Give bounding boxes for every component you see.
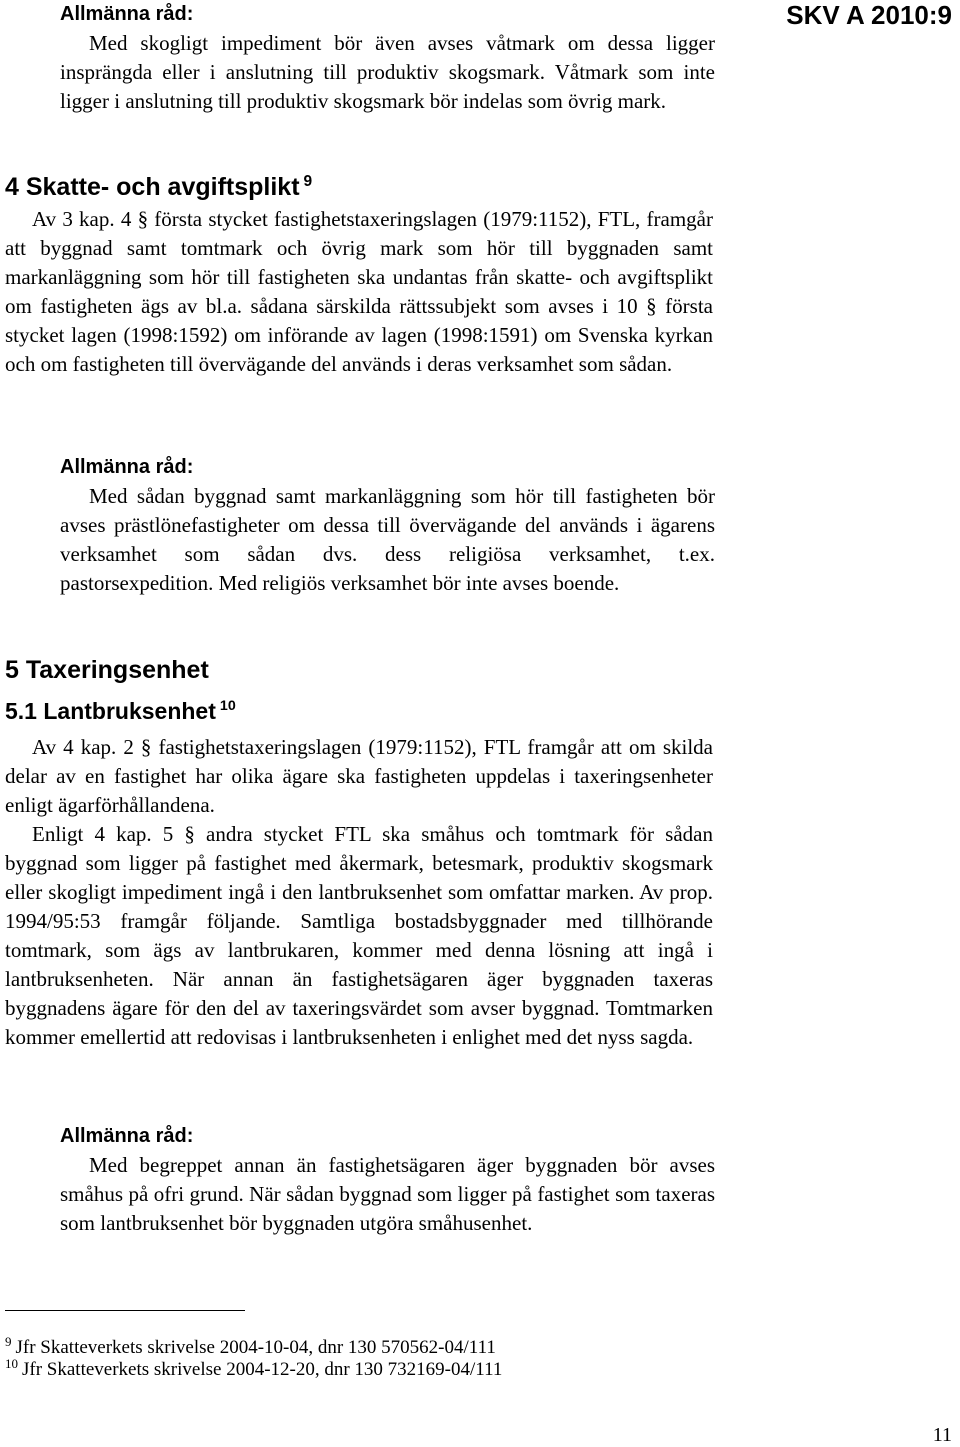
footnote	[5, 1355, 503, 1381]
advice-heading: Allmänna råd:	[60, 1125, 194, 1147]
advice-text: Med sådan byggnad samt markanläggning som hör till fastigheten bör avses prästlönefastigheter om dessa till övervägande del används i ägarens verksamhet som sådan dvs. dess religiösa verksamhet, t.ex. pastorsexpedition. Med religiös verksamhet bör inte avses boende.	[60, 484, 715, 595]
section-heading-5-1	[5, 697, 236, 725]
footnote-number: 10	[5, 1355, 18, 1371]
section-heading-5	[5, 655, 209, 685]
section-title: 5 Taxeringsenhet	[5, 656, 209, 684]
page-number: 11	[932, 1424, 952, 1446]
general-advice-1	[60, 0, 715, 116]
general-advice-2	[60, 453, 715, 598]
section-4-body	[5, 205, 713, 379]
document-id: SKV A 2010:9	[786, 0, 952, 30]
section-title: 5.1 Lantbruksenhet	[5, 698, 216, 724]
section-title: 4 Skatte- och avgiftsplikt	[5, 173, 300, 201]
footnotes	[5, 1333, 503, 1381]
footnote-ref: 9	[303, 172, 313, 190]
footnote-text: Jfr Skatteverkets skrivelse 2004-10-04, dnr 130 570562-04/111	[15, 1337, 496, 1358]
advice-heading: Allmänna råd:	[60, 456, 194, 478]
paragraph: Av 4 kap. 2 § fastighetstaxeringslagen (1979:1152), FTL framgår att om skilda delar av en fastighet har olika ägare ska fastigheten uppdelas i taxeringsenheter enligt ägarförhållandena.	[5, 735, 713, 817]
advice-heading: Allmänna råd:	[60, 3, 194, 25]
advice-text: Med begreppet annan än fastighetsägaren äger byggnaden bör avses småhus på ofri grund. När sådan byggnad som ligger på fastighet som taxeras som lantbruksenhet bör byggnaden utgöra småhusenhet.	[60, 1153, 715, 1235]
footnote-ref: 10	[219, 698, 236, 715]
paragraph: Enligt 4 kap. 5 § andra stycket FTL ska småhus och tomtmark för sådan byggnad som ligger på fastighet med åkermark, betesmark, produktiv skogsmark eller skogligt impediment ingå i den lantbruksenhet som omfattar marken. Av prop. 1994/95:53 framgår följande. Samtliga bostadsbyggnader med tillhörande tomtmark, som ägs av lantbrukaren, kommer med denna lösning att ingå i lantbruksenheten. När annan än fastighetsägaren äger byggnaden taxeras byggnadens ägare för den del av taxeringsvärdet som avser byggnad. Tomtmarken kommer emellertid att redovisas i lantbruksenheten i enlighet med det nyss sagda.	[5, 822, 713, 1049]
paragraph: Av 3 kap. 4 § första stycket fastighetstaxeringslagen (1979:1152), FTL, framgår att byggnad samt tomtmark och övrig mark som hör till byggnaden samt markanläggning som hör till fastigheten ska undantas från skatte- och avgiftsplikt om fastigheten ägs av bl.a. sådana särskilda rättssubjekt som avses i 10 § första stycket lagen (1998:1592) om införande av lagen (1998:1591) om Svenska kyrkan och om fastigheten till övervägande del används i deras verksamhet som sådan.	[5, 207, 713, 376]
footnote-text: Jfr Skatteverkets skrivelse 2004-12-20, dnr 130 732169-04/111	[22, 1359, 503, 1380]
advice-text: Med skogligt impediment bör även avses våtmark om dessa ligger insprängda eller i anslutning till produktiv skogsmark. Våtmark som inte ligger i anslutning till produktiv skogsmark bör indelas som övrig mark.	[60, 31, 715, 113]
footnote-divider	[5, 1310, 245, 1311]
footnote-number: 9	[5, 1333, 12, 1349]
footnote	[5, 1333, 502, 1359]
section-5-1-body	[5, 733, 713, 1052]
section-heading-4	[5, 172, 312, 202]
general-advice-3	[60, 1122, 715, 1238]
